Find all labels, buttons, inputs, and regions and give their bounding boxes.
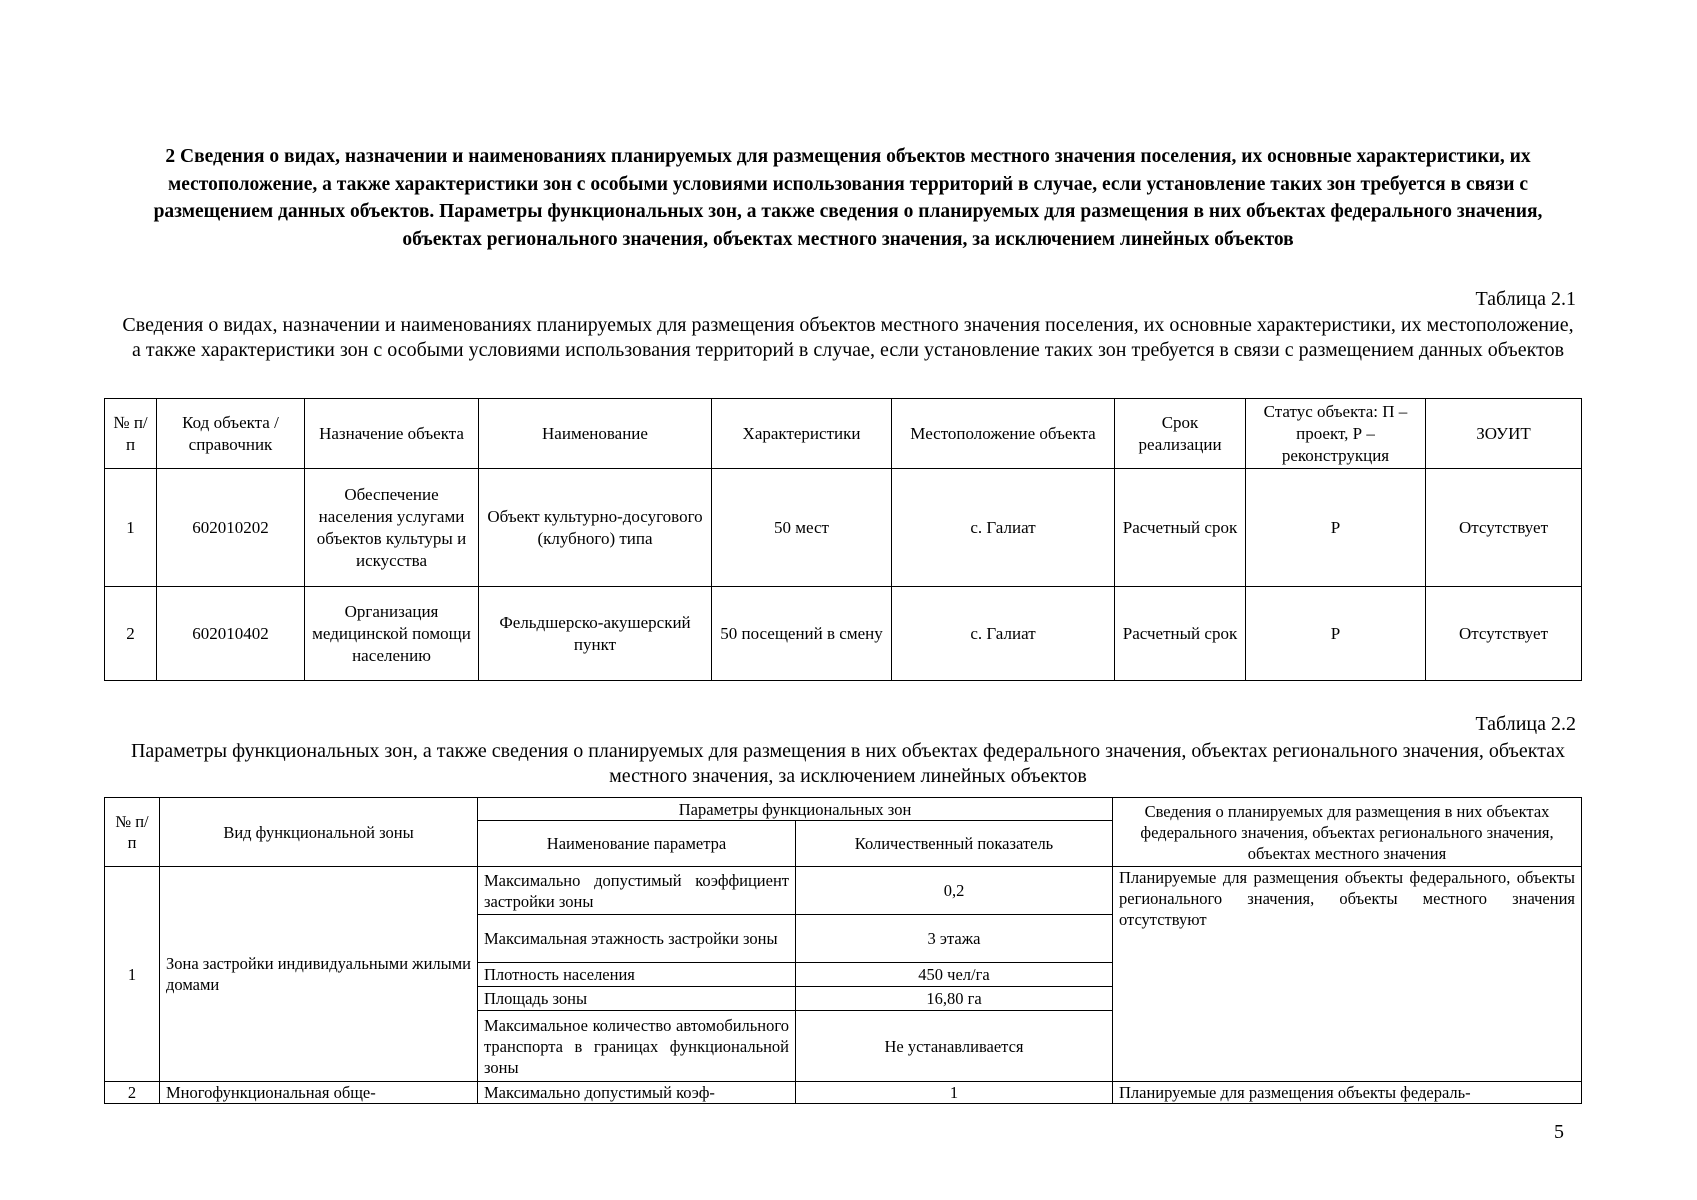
header-num: № п/п (105, 399, 157, 469)
header-term: Срок реализации (1115, 399, 1246, 469)
cell-param-name: Максимальное количество автомобильного транспорта в границах функциональной зоны (478, 1011, 796, 1082)
header-purpose: Назначение объекта (305, 399, 479, 469)
cell-param-name: Плотность населения (478, 963, 796, 987)
header-param-value: Количественный показатель (796, 821, 1113, 867)
table-2-2-caption: Параметры функциональных зон, а также сведения о планируемых для размещения в них объектах федерального значения, объектах регионального значения, объектах местного значения, за исключением линейных объектов (130, 740, 1566, 787)
cell-location: с. Галиат (892, 587, 1115, 681)
cell-term: Расчетный срок (1115, 587, 1246, 681)
header-zouit: ЗОУИТ (1426, 399, 1582, 469)
cell-param-name: Максимальная этажность застройки зоны (478, 915, 796, 963)
cell-zone-type: Зона застройки индивидуальными жилыми домами (160, 867, 478, 1082)
page-number: 5 (1554, 1121, 1564, 1143)
table-2-2 (104, 797, 1582, 1104)
cell-num: 1 (105, 867, 160, 1082)
cell-zouit: Отсутствует (1426, 469, 1582, 587)
cell-num: 2 (105, 587, 157, 681)
cell-param-value: 16,80 га (796, 987, 1113, 1011)
header-characteristics: Характеристики (712, 399, 892, 469)
table-row (105, 867, 1582, 915)
cell-param-value: 450 чел/га (796, 963, 1113, 987)
cell-code: 602010402 (157, 587, 305, 681)
cell-code: 602010202 (157, 469, 305, 587)
cell-param-value: 0,2 (796, 867, 1113, 915)
table-header-row (105, 798, 1582, 821)
header-objects-info: Сведения о планируемых для размещения в них объектах федерального значения, объектах регионального значения, объектах местного значения (1113, 798, 1582, 867)
cell-characteristics: 50 посещений в смену (712, 587, 892, 681)
table-2-1-caption: Сведения о видах, назначении и наименованиях планируемых для размещения объектов местного значения поселения, их основные характеристики, их местоположение, а также характеристики зон с особыми условиями использования территорий в случае, если установление таких зон требуется в связи с размещением данных объектов (122, 314, 1574, 361)
table-row (105, 1082, 1582, 1104)
cell-num: 1 (105, 469, 157, 587)
cell-name: Объект культурно-досугового (клубного) типа (479, 469, 712, 587)
table-2-1 (104, 398, 1582, 681)
cell-zone-type: Многофункциональная обще- (160, 1082, 478, 1104)
table-header-row (105, 399, 1582, 469)
table-2-1-label: Таблица 2.1 (1475, 288, 1576, 310)
cell-param-value: 1 (796, 1082, 1113, 1104)
header-location: Местоположение объекта (892, 399, 1115, 469)
cell-param-name: Площадь зоны (478, 987, 796, 1011)
header-name: Наименование (479, 399, 712, 469)
cell-objects-info: Планируемые для размещения объекты федерального, объекты регионального значения, объекты местного значения отсутствуют (1113, 867, 1582, 1082)
cell-name: Фельдшерско-акушерский пункт (479, 587, 712, 681)
cell-num: 2 (105, 1082, 160, 1104)
cell-purpose: Обеспечение населения услугами объектов культуры и искусства (305, 469, 479, 587)
table-row (105, 587, 1582, 681)
cell-status: Р (1246, 469, 1426, 587)
table-2-2-label: Таблица 2.2 (1475, 713, 1576, 735)
cell-objects-info: Планируемые для размещения объекты федераль- (1113, 1082, 1582, 1104)
cell-characteristics: 50 мест (712, 469, 892, 587)
header-params-group: Параметры функциональных зон (478, 798, 1113, 821)
table-row (105, 469, 1582, 587)
header-code: Код объекта / справочник (157, 399, 305, 469)
section-heading: 2 Сведения о видах, назначении и наименованиях планируемых для размещения объектов местного значения поселения, их основные характеристики, их местоположение, а также характеристики зон с особыми условиями использования территорий в случае, если установление таких зон требуется в связи с размещением данных объектов. Параметры функциональных зон, а также сведения о планируемых для размещения в них объектах федерального значения, объектах регионального значения, объектах местного значения, за исключением линейных объектов (153, 146, 1543, 250)
cell-purpose: Организация медицинской помощи населению (305, 587, 479, 681)
header-param-name: Наименование параметра (478, 821, 796, 867)
header-num: № п/п (105, 798, 160, 867)
header-status: Статус объекта: П – проект, Р – реконструкция (1246, 399, 1426, 469)
header-zone-type: Вид функциональной зоны (160, 798, 478, 867)
cell-location: с. Галиат (892, 469, 1115, 587)
cell-param-value: Не устанавливается (796, 1011, 1113, 1082)
cell-param-value: 3 этажа (796, 915, 1113, 963)
cell-status: Р (1246, 587, 1426, 681)
cell-term: Расчетный срок (1115, 469, 1246, 587)
cell-zouit: Отсутствует (1426, 587, 1582, 681)
cell-param-name: Максимально допустимый коэффициент застройки зоны (478, 867, 796, 915)
cell-param-name: Максимально допустимый коэф- (478, 1082, 796, 1104)
